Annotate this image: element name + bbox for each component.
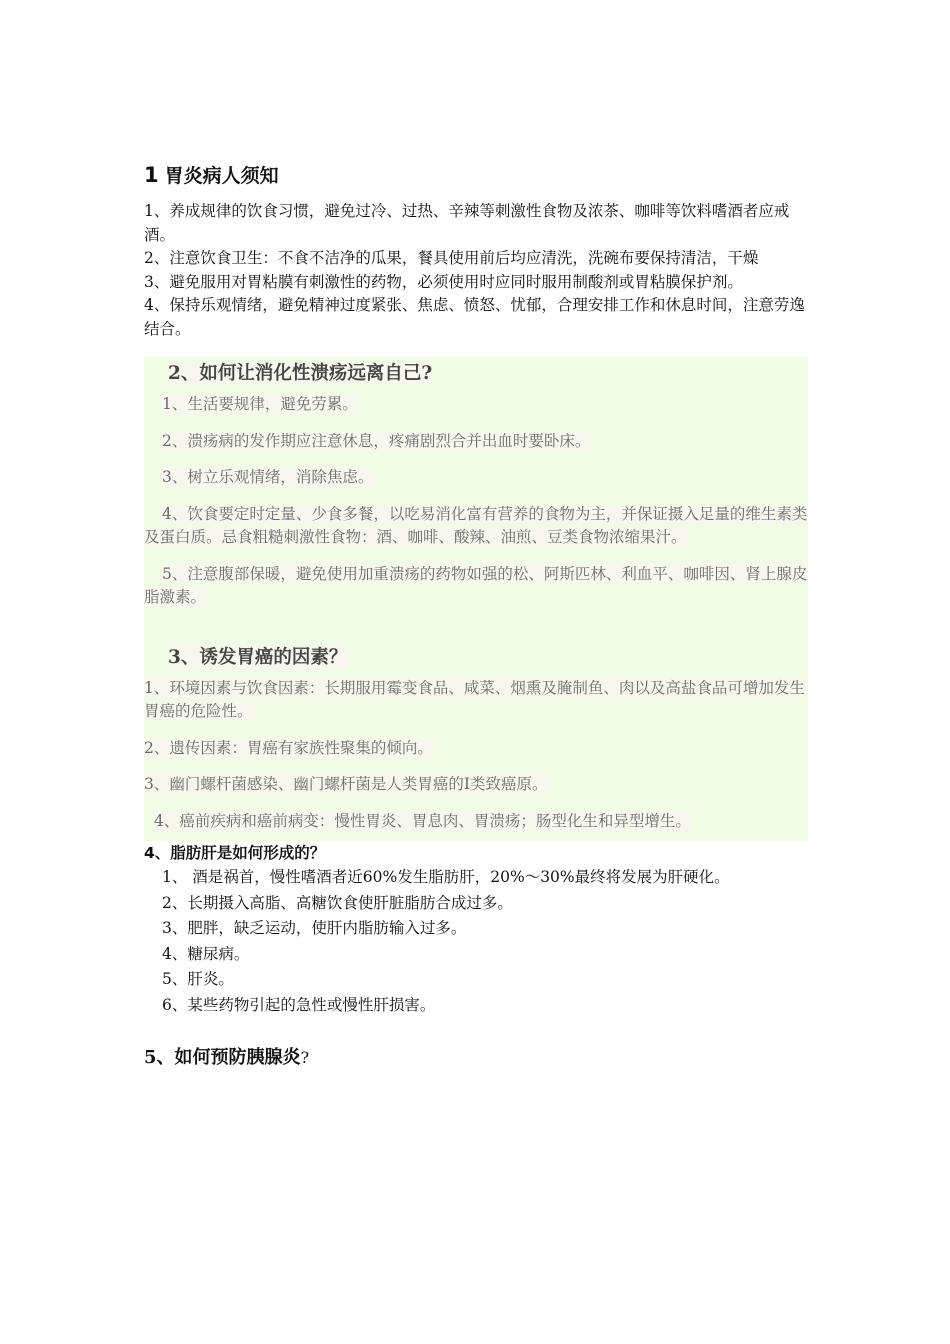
section4-item: 5、肝炎。 <box>162 970 234 988</box>
section1-title: 胃炎病人须知 <box>164 165 279 187</box>
section1-item: 3、避免服用对胃粘膜有刺激性的药物，必须使用时应同时服用制酸剂或胃粘膜保护剂。 <box>144 272 743 291</box>
section2-item-text: 4、饮食要定时定量、少食多餐，以吃易消化富有营养的食物为主，并保证摄入足量的维生素类及蛋白质。忌食粗糙刺激性食物：酒、咖啡、酸辣、油煎、豆类食物浓缩果汁。 <box>144 504 808 546</box>
highlight-box <box>144 357 808 841</box>
section3-item-text: 3、幽门螺杆菌感染、幽门螺杆菌是人类胃癌的Ⅰ类致癌原。 <box>144 775 548 793</box>
section4-item: 4、糖尿病。 <box>162 944 250 963</box>
section1-heading <box>144 158 808 192</box>
section3-item-text: 1、环境因素与饮食因素：长期服用霉变食品、咸菜、烟熏及腌制鱼、肉以及高盐食品可增加发生胃癌的危险性。 <box>144 678 805 720</box>
section2-item <box>144 563 808 610</box>
section5-title: 5、如何预防胰腺炎 <box>144 1047 301 1068</box>
section2-item <box>144 466 808 490</box>
section3-item <box>144 737 808 761</box>
section5-heading <box>144 1042 808 1074</box>
section3-item <box>144 810 808 834</box>
section2-item <box>144 393 808 417</box>
section3-item-text: 2、遗传因素：胃癌有家族性聚集的倾向。 <box>144 738 433 757</box>
section2-item-text: 1、生活要规律，避免劳累。 <box>162 395 358 413</box>
document-content <box>144 158 808 1074</box>
section4-item: 3、肥胖，缺乏运动，使肝内脂肪输入过多。 <box>162 919 467 937</box>
section4-item: 1、 酒是祸首，慢性嗜酒者近60%发生脂肪肝，20%～30%最终将发展为肝硬化。 <box>162 868 730 886</box>
section1-item: 1、养成规律的饮食习惯，避免过冷、过热、辛辣等刺激性食物及浓茶、咖啡等饮料嗜酒者应戒酒。 <box>144 202 790 244</box>
section5-question-mark: ? <box>300 1048 310 1067</box>
spacer <box>144 623 808 643</box>
section2-title: 2、如何让消化性溃疡远离自己? <box>168 363 433 384</box>
section2-item <box>144 503 808 550</box>
section3-item <box>144 773 808 797</box>
section3-title: 3、诱发胃癌的因素？ <box>168 646 348 668</box>
section1-item: 4、保持乐观情绪，避免精神过度紧张、焦虑、愤怒、忧郁，合理安排工作和休息时间，注意劳逸结合。 <box>144 296 805 338</box>
section4-heading: 4、脂肪肝是如何形成的？ <box>144 844 326 862</box>
section2-item <box>144 430 808 454</box>
section2-item-text: 2、溃疡病的发作期应注意休息，疼痛剧烈合并出血时要卧床。 <box>162 431 591 450</box>
section2-item-text: 3、树立乐观情绪，消除焦虑。 <box>162 468 374 486</box>
section4-item: 6、某些药物引起的急性或慢性肝损害。 <box>162 995 436 1014</box>
section3-item-text: 4、癌前疾病和癌前病变：慢性胃炎、胃息肉、胃溃疡；肠型化生和异型增生。 <box>154 811 691 830</box>
section1-item: 2、注意饮食卫生：不食不洁净的瓜果，餐具使用前后均应清洗，洗碗布要保持清洁，干燥 <box>144 249 759 267</box>
section1-number: 1 <box>144 163 159 187</box>
section4-item: 2、长期摄入高脂、高糖饮食使肝脏脂肪合成过多。 <box>162 893 513 912</box>
section3-heading <box>144 643 808 673</box>
section2-item-text: 5、注意腹部保暖，避免使用加重溃疡的药物如强的松、阿斯匹林、利血平、咖啡因、肾上腺皮脂激素。 <box>144 564 808 606</box>
section2-heading <box>144 359 808 389</box>
section3-item <box>144 677 808 724</box>
